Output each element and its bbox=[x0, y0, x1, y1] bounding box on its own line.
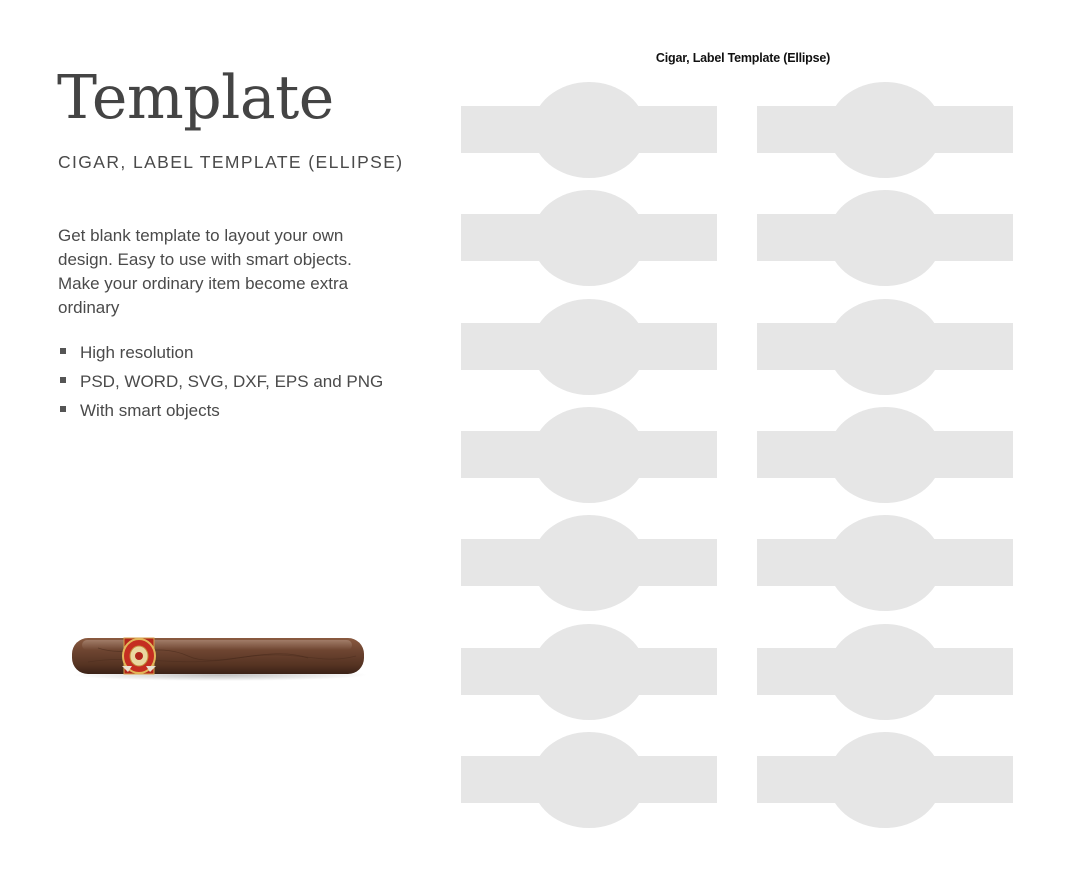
cigar-label-blank bbox=[461, 624, 717, 720]
cigar-band-center bbox=[135, 652, 143, 660]
label-ellipse bbox=[828, 624, 942, 720]
label-ellipse bbox=[532, 82, 646, 178]
cigar-label-blank bbox=[461, 190, 717, 286]
label-ellipse bbox=[828, 515, 942, 611]
label-template-grid bbox=[461, 82, 1013, 828]
cigar-label-blank bbox=[461, 515, 717, 611]
feature-text: With smart objects bbox=[80, 401, 220, 420]
cigar-label-blank bbox=[757, 190, 1013, 286]
product-subtitle: CIGAR, LABEL TEMPLATE (ELLIPSE) bbox=[58, 152, 404, 172]
feature-text: High resolution bbox=[80, 343, 194, 362]
label-ellipse bbox=[532, 732, 646, 828]
label-ellipse bbox=[828, 732, 942, 828]
square-bullet-icon bbox=[60, 406, 66, 412]
page-title: Template bbox=[57, 63, 334, 133]
cigar-label-blank bbox=[757, 515, 1013, 611]
label-ellipse bbox=[532, 190, 646, 286]
label-ellipse bbox=[828, 299, 942, 395]
cigar-label-blank bbox=[461, 407, 717, 503]
feature-item bbox=[58, 396, 383, 425]
cigar-image bbox=[68, 628, 370, 684]
square-bullet-icon bbox=[60, 377, 66, 383]
label-ellipse bbox=[532, 515, 646, 611]
template-sheet-title: Cigar, Label Template (Ellipse) bbox=[655, 51, 831, 65]
feature-list bbox=[58, 338, 383, 425]
product-description: Get blank template to layout your own design. Easy to use with smart objects. Make your ordinary item become extra ordinary bbox=[58, 226, 352, 317]
feature-item bbox=[58, 338, 383, 367]
cigar-label-blank bbox=[757, 299, 1013, 395]
label-ellipse bbox=[828, 190, 942, 286]
cigar-shine bbox=[82, 640, 352, 650]
cigar-label-blank bbox=[757, 407, 1013, 503]
feature-text: PSD, WORD, SVG, DXF, EPS and PNG bbox=[80, 372, 384, 391]
cigar-label-blank bbox=[461, 299, 717, 395]
cigar-label-blank bbox=[757, 82, 1013, 178]
cigar-label-blank bbox=[757, 732, 1013, 828]
square-bullet-icon bbox=[60, 348, 66, 354]
label-ellipse bbox=[532, 407, 646, 503]
label-ellipse bbox=[828, 407, 942, 503]
label-ellipse bbox=[828, 82, 942, 178]
feature-item bbox=[58, 367, 383, 396]
label-ellipse bbox=[532, 624, 646, 720]
cigar-label-blank bbox=[461, 82, 717, 178]
cigar-label-blank bbox=[757, 624, 1013, 720]
cigar-label-blank bbox=[461, 732, 717, 828]
label-ellipse bbox=[532, 299, 646, 395]
